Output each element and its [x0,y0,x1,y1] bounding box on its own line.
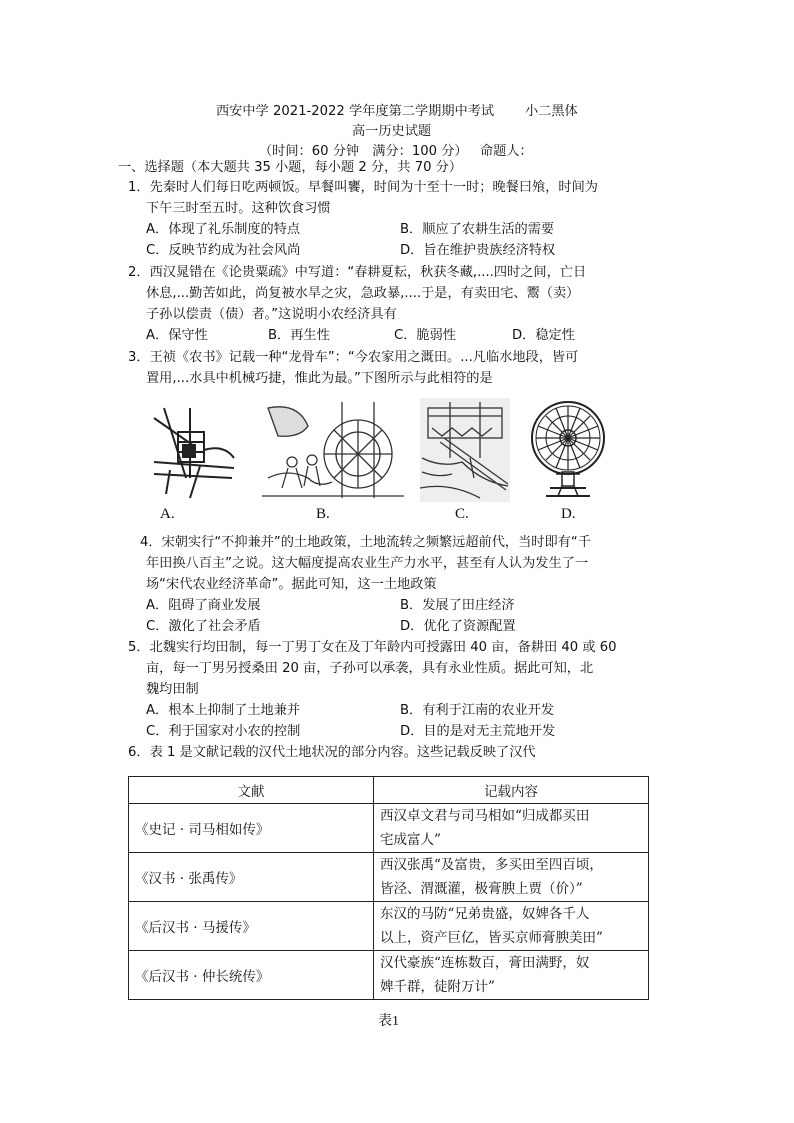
question-3-line-2: 置用,...水具中机械巧捷，惟此为最。”下图所示与此相符的是 [146,371,493,386]
question-6-line-1: 6．表 1 是文献记载的汉代土地状况的部分内容。这些记载反映了汉代 [128,745,536,760]
question-2-line-1: 2．西汉晁错在《论贵粟疏》中写道：“春耕夏耘，秋获冬藏,....四时之间，亡日 [128,265,587,280]
table-row [129,902,649,951]
question-1-option-b[interactable]: B．顺应了农耕生活的需要 [400,222,555,237]
question-4-option-b[interactable]: B．发展了田庄经济 [400,598,515,613]
option-c-label: C. [455,506,469,522]
question-5-option-d[interactable]: D．目的是对无主荒地开发 [400,724,556,739]
font-note: 小二黑体 [525,104,578,119]
question-4-option-a[interactable]: A．阻碍了商业发展 [146,598,261,613]
option-d-label: D. [561,506,576,522]
question-5-option-c[interactable]: C．利于国家对小农的控制 [146,724,301,739]
option-d-image[interactable] [522,398,614,502]
option-b-image[interactable] [262,398,404,502]
table-header-source: 文献 [129,777,374,804]
question-1-line-1: 1．先秦时人们每日吃两顿饭。早餐叫饔，时间为十至十一时；晚餐曰飧，时间为 [128,180,598,195]
question-2-option-a[interactable]: A．保守性 [146,328,208,343]
section-heading: 一、选择题（本大题共 35 小题，每小题 2 分，共 70 分） [118,160,463,175]
square-pallet-pump-icon [420,398,510,502]
option-a-image[interactable] [144,398,240,502]
question-2-line-3: 子孙以偿责（债）者。”这说明小农经济具有 [146,307,397,322]
question-3-line-1: 3．王祯《农书》记载一种“龙骨车”：“今农家用之溉田。...凡临水地段，皆可 [128,350,579,365]
option-a-label: A. [160,506,175,522]
spinning-wheel-icon [522,398,614,502]
question-5-line-2: 亩，每一丁男另授桑田 20 亩，子孙可以承袭，具有永业性质。据此可知，北 [146,661,594,676]
question-1-option-c[interactable]: C．反映节约成为社会风尚 [146,243,301,258]
question-2-option-d[interactable]: D．稳定性 [512,328,575,343]
question-4-line-1: 4．宋朝实行“不抑兼并”的土地政策，土地流转之频繁远超前代，当时即有“千 [140,535,591,550]
question-1-option-d[interactable]: D．旨在维护贵族经济特权 [400,243,556,258]
question-4-option-d[interactable]: D．优化了资源配置 [400,619,516,634]
table-cell-content [374,804,649,853]
question-4-line-3: 场“宋代农业经济革命”。据此可知，这一土地政策 [146,577,437,592]
content-line: 汉代豪族“连栋数百，膏田满野，奴 [380,955,590,971]
question-5-option-b[interactable]: B．有利于江南的农业开发 [400,703,555,718]
question-2-line-2: 休息,...勤苦如此，尚复被水旱之灾，急政暴,....于是，有卖田宅、鬻（卖） [146,286,580,301]
exam-title: 西安中学 2021-2022 学年度第二学期期中考试 [216,104,495,119]
water-wheel-icon [262,398,404,502]
table-cell-source: 《后汉书 · 仲长统传》 [129,951,374,1000]
ox-plow-icon [144,398,240,502]
table-cell-content [374,951,649,1000]
table-header-content: 记载内容 [374,777,649,804]
content-line: 西汉卓文君与司马相如“归成都买田 [380,808,590,824]
question-5-option-a[interactable]: A．根本上抑制了土地兼并 [146,703,301,718]
question-4-option-c[interactable]: C．激化了社会矛盾 [146,619,261,634]
content-line: 以上，资产巨亿，皆买京师膏腴美田” [380,930,603,946]
table-row [129,804,649,853]
content-line: 东汉的马防“兄弟贵盛，奴婢各千人 [380,906,590,922]
table-cell-source: 《史记 · 司马相如传》 [129,804,374,853]
question-5-line-3: 魏均田制 [146,682,199,697]
content-line: 婢千群，徒附万计” [380,979,495,995]
table-header-row [129,777,649,804]
table-row [129,853,649,902]
author-label: 命题人： [480,144,533,159]
content-line: 西汉张禹“及富贵，多买田至四百顷， [380,857,603,873]
table-cell-source: 《汉书 · 张禹传》 [129,853,374,902]
option-b-label: B. [316,506,330,522]
question-1-option-a[interactable]: A．体现了礼乐制度的特点 [146,222,301,237]
time-info: （时间：60 分钟 满分：100 分） [259,144,468,159]
option-c-image[interactable] [420,398,510,502]
table-row [129,951,649,1000]
content-line: 宅成富人” [380,832,441,848]
land-records-table [128,776,649,1000]
table-caption: 表1 [378,1014,399,1029]
question-4-line-2: 年田换八百主”之说。这大幅度提高农业生产力水平，甚至有人认为发生了一 [146,556,589,571]
table-cell-content [374,853,649,902]
question-5-line-1: 5．北魏实行均田制，每一丁男丁女在及丁年龄内可授露田 40 亩，备耕田 40 或 60 [128,640,617,655]
content-line: 皆泾、渭溉灌，极膏腴上贾（价）” [380,881,583,897]
subject-title: 高一历史试题 [352,124,432,139]
question-2-option-c[interactable]: C．脆弱性 [394,328,456,343]
question-2-option-b[interactable]: B．再生性 [268,328,330,343]
table-cell-source: 《后汉书 · 马援传》 [129,902,374,951]
table-cell-content [374,902,649,951]
question-1-line-2: 下午三时至五时。这种饮食习惯 [146,201,331,216]
